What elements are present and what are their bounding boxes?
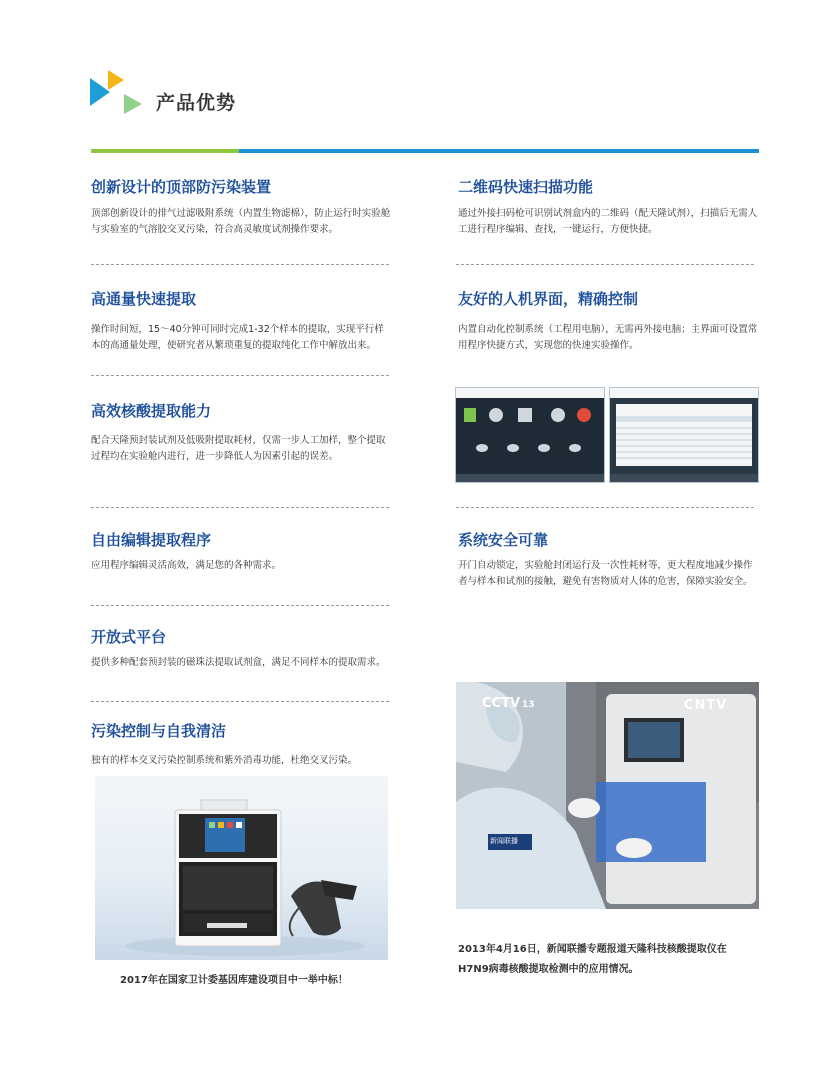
cctv-logo-text: CCTV — [482, 696, 521, 711]
section-divider — [91, 701, 389, 702]
operator-with-instrument-graphic — [456, 682, 759, 909]
news-report-photo — [456, 682, 759, 909]
cntv-logo: CNTV — [684, 698, 728, 713]
main-menu-icons — [456, 398, 604, 482]
section-body-program-editing: 应用程序编辑灵活高效，满足您的各种需求。 — [91, 560, 282, 571]
page-title: 产品优势 — [156, 92, 237, 114]
cctv-channel: 13 — [522, 700, 535, 710]
section-body-qr-scan: 通过外接扫码枪可识别试剂盒内的二维码（配天隆试剂），扫描后无需人工进行程序编辑、查找，一键运行，方便快捷。 — [458, 208, 758, 235]
section-body-extraction-capability: 配合天隆预封装试剂及低吸附提取耗材，仅需一步人工加样，整个提取过程均在实验舱内进行，进一步降低人为因素引起的误差。 — [91, 435, 386, 462]
section-title-high-throughput: 高通量快速提取 — [91, 290, 197, 308]
section-divider — [91, 264, 389, 265]
nucleic-acid-extractor-icon — [95, 776, 388, 960]
news-caption-line-2: H7N9病毒核酸提取检测中的应用情况。 — [458, 964, 639, 975]
section-divider — [91, 605, 389, 606]
ui-screenshot-program-list — [609, 387, 759, 483]
section-title-extraction-capability: 高效核酸提取能力 — [91, 402, 212, 420]
header-divider-green — [91, 149, 239, 153]
section-body-high-throughput: 操作时间短，15～40分钟可同时完成1-32个样本的提取，实现平行样本的高通量处理，使研究者从繁琐重复的提取纯化工作中解放出来。 — [91, 324, 384, 351]
section-body-open-platform: 提供多种配套预封装的磁珠法提取试剂盒，满足不同样本的提取需求。 — [91, 657, 386, 668]
section-body-top-anti-contamination: 顶部创新设计的排气过滤吸附系统（内置生物滤棉），防止运行时实验舱与实验室的气溶胶交叉污染，符合高灵敏度试剂操作要求。 — [91, 208, 391, 235]
section-title-top-anti-contamination: 创新设计的顶部防污染装置 — [91, 178, 272, 196]
section-title-contamination-control: 污染控制与自我清洁 — [91, 722, 227, 740]
section-title-user-interface: 友好的人机界面，精确控制 — [458, 290, 639, 308]
section-body-user-interface: 内置自动化控制系统（工程用电脑），无需再外接电脑；主界面可设置常用程序快捷方式，实现您的快速实验操作。 — [458, 324, 758, 351]
section-title-program-editing: 自由编辑提取程序 — [91, 531, 212, 549]
section-title-qr-scan: 二维码快速扫描功能 — [458, 178, 594, 196]
section-title-open-platform: 开放式平台 — [91, 628, 167, 646]
section-divider — [456, 264, 754, 265]
news-program-badge: 新闻联播 — [490, 837, 518, 845]
section-divider — [456, 507, 754, 508]
product-photo — [95, 776, 388, 960]
product-caption: 2017年在国家卫计委基因库建设项目中一举中标！ — [120, 975, 348, 986]
program-table-graphic — [610, 398, 758, 482]
section-title-system-safety: 系统安全可靠 — [458, 531, 549, 549]
news-caption-line-1: 2013年4月16日，新闻联播专题报道天隆科技核酸提取仪在 — [458, 944, 727, 955]
screenshot-title-bar — [456, 388, 604, 398]
cctv-logo — [482, 696, 535, 711]
screenshot-title-bar — [610, 388, 758, 398]
brand-triangles-icon — [88, 70, 148, 116]
section-body-contamination-control: 独有的样本交叉污染控制系统和紫外消毒功能，杜绝交叉污染。 — [91, 755, 358, 766]
section-divider — [91, 507, 389, 508]
section-divider — [91, 375, 389, 376]
header-divider-blue — [239, 149, 759, 153]
news-caption — [458, 940, 760, 980]
section-body-system-safety: 开门自动锁定，实验舱封闭运行及一次性耗材等，更大程度地减少操作者与样本和试剂的接触，避免有害物质对人体的危害，保障实验安全。 — [458, 560, 753, 587]
ui-screenshot-main-menu — [455, 387, 605, 483]
